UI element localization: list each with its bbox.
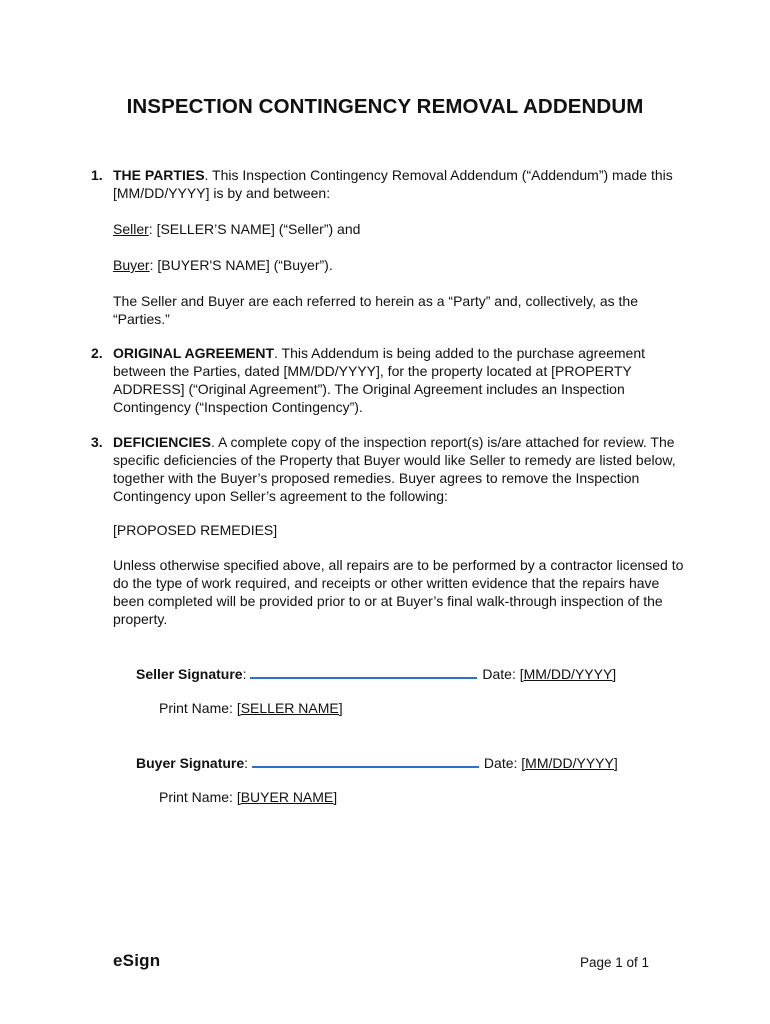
section-deficiencies	[91, 433, 691, 628]
page-number: Page 1 of 1	[580, 955, 650, 970]
section-paragraph	[113, 166, 691, 202]
signature-colon: :	[244, 755, 249, 771]
seller-label: Seller	[113, 221, 149, 237]
seller-print-row	[159, 699, 343, 717]
deficiencies-closing: Unless otherwise specified above, all repairs are to be performed by a contractor licensed to do the type of work required, and receipts or other written evidence that the repairs have been completed will be provided prior to or at Buyer’s final walk-through inspection of the property.	[113, 557, 684, 627]
buyer-text: : [BUYER'S NAME] (“Buyer”).	[149, 257, 333, 273]
section-heading: THE PARTIES	[113, 167, 205, 183]
section-number: 1.	[91, 167, 103, 183]
section-text: . A complete copy of the inspection report(s) is/are attached for review. The specific deficiencies of the Property that Buyer would like Seller to remedy are listed below, together with the Buyer’s proposed remedies. Buyer agrees to remove the Inspection Contingency upon Seller’s agreement to the following:	[113, 434, 676, 504]
buyer-print-row	[159, 788, 337, 806]
parties-closing: The Seller and Buyer are each referred to herein as a “Party” and, collectively, as the “Parties.”	[113, 293, 639, 327]
section-parties	[91, 166, 691, 328]
section-text: . This Addendum is being added to the purchase agreement between the Parties, dated [MM/DD/YYYY], for the property located at [PROPERTY ADDRESS] (“Original Agreement”). The Original Agreement includes an Inspection Contingency (“Inspection Contingency”).	[113, 345, 646, 415]
buyer-signature-label: Buyer Signature	[136, 755, 245, 771]
seller-signature-row	[136, 663, 616, 683]
buyer-line	[113, 256, 691, 274]
signature-colon: :	[242, 666, 247, 682]
seller-print-label: Print Name:	[159, 700, 237, 716]
section-number: 2.	[91, 345, 103, 361]
seller-signature-label: Seller Signature	[136, 666, 243, 682]
document-title: INSPECTION CONTINGENCY REMOVAL ADDENDUM	[126, 95, 644, 118]
esign-logo: eSign	[113, 951, 161, 970]
buyer-date-label: Date:	[483, 755, 522, 771]
seller-text: : [SELLER’S NAME] (“Seller”) and	[148, 221, 361, 237]
section-paragraph	[113, 344, 691, 416]
section-heading: DEFICIENCIES	[113, 434, 212, 450]
seller-print-value: [SELLER NAME]	[236, 700, 343, 716]
buyer-label: Buyer	[113, 257, 150, 273]
buyer-date-value: [MM/DD/YYYY]	[521, 755, 618, 771]
seller-line	[113, 220, 691, 238]
buyer-signature-line[interactable]	[252, 752, 479, 768]
buyer-signature-row	[136, 752, 618, 772]
section-heading: ORIGINAL AGREEMENT	[113, 345, 275, 361]
proposed-remedies: [PROPOSED REMEDIES]	[113, 522, 278, 538]
seller-date-value: [MM/DD/YYYY]	[519, 666, 617, 682]
section-number: 3.	[91, 434, 103, 450]
seller-date-label: Date:	[482, 666, 520, 682]
section-paragraph	[113, 433, 691, 505]
buyer-print-label: Print Name:	[159, 789, 237, 805]
section-original-agreement	[91, 344, 691, 416]
buyer-print-value: [BUYER NAME]	[236, 789, 338, 805]
section-text: . This Inspection Contingency Removal Addendum (“Addendum”) made this [MM/DD/YYYY] is by and between:	[113, 167, 673, 201]
seller-signature-line[interactable]	[250, 663, 477, 679]
